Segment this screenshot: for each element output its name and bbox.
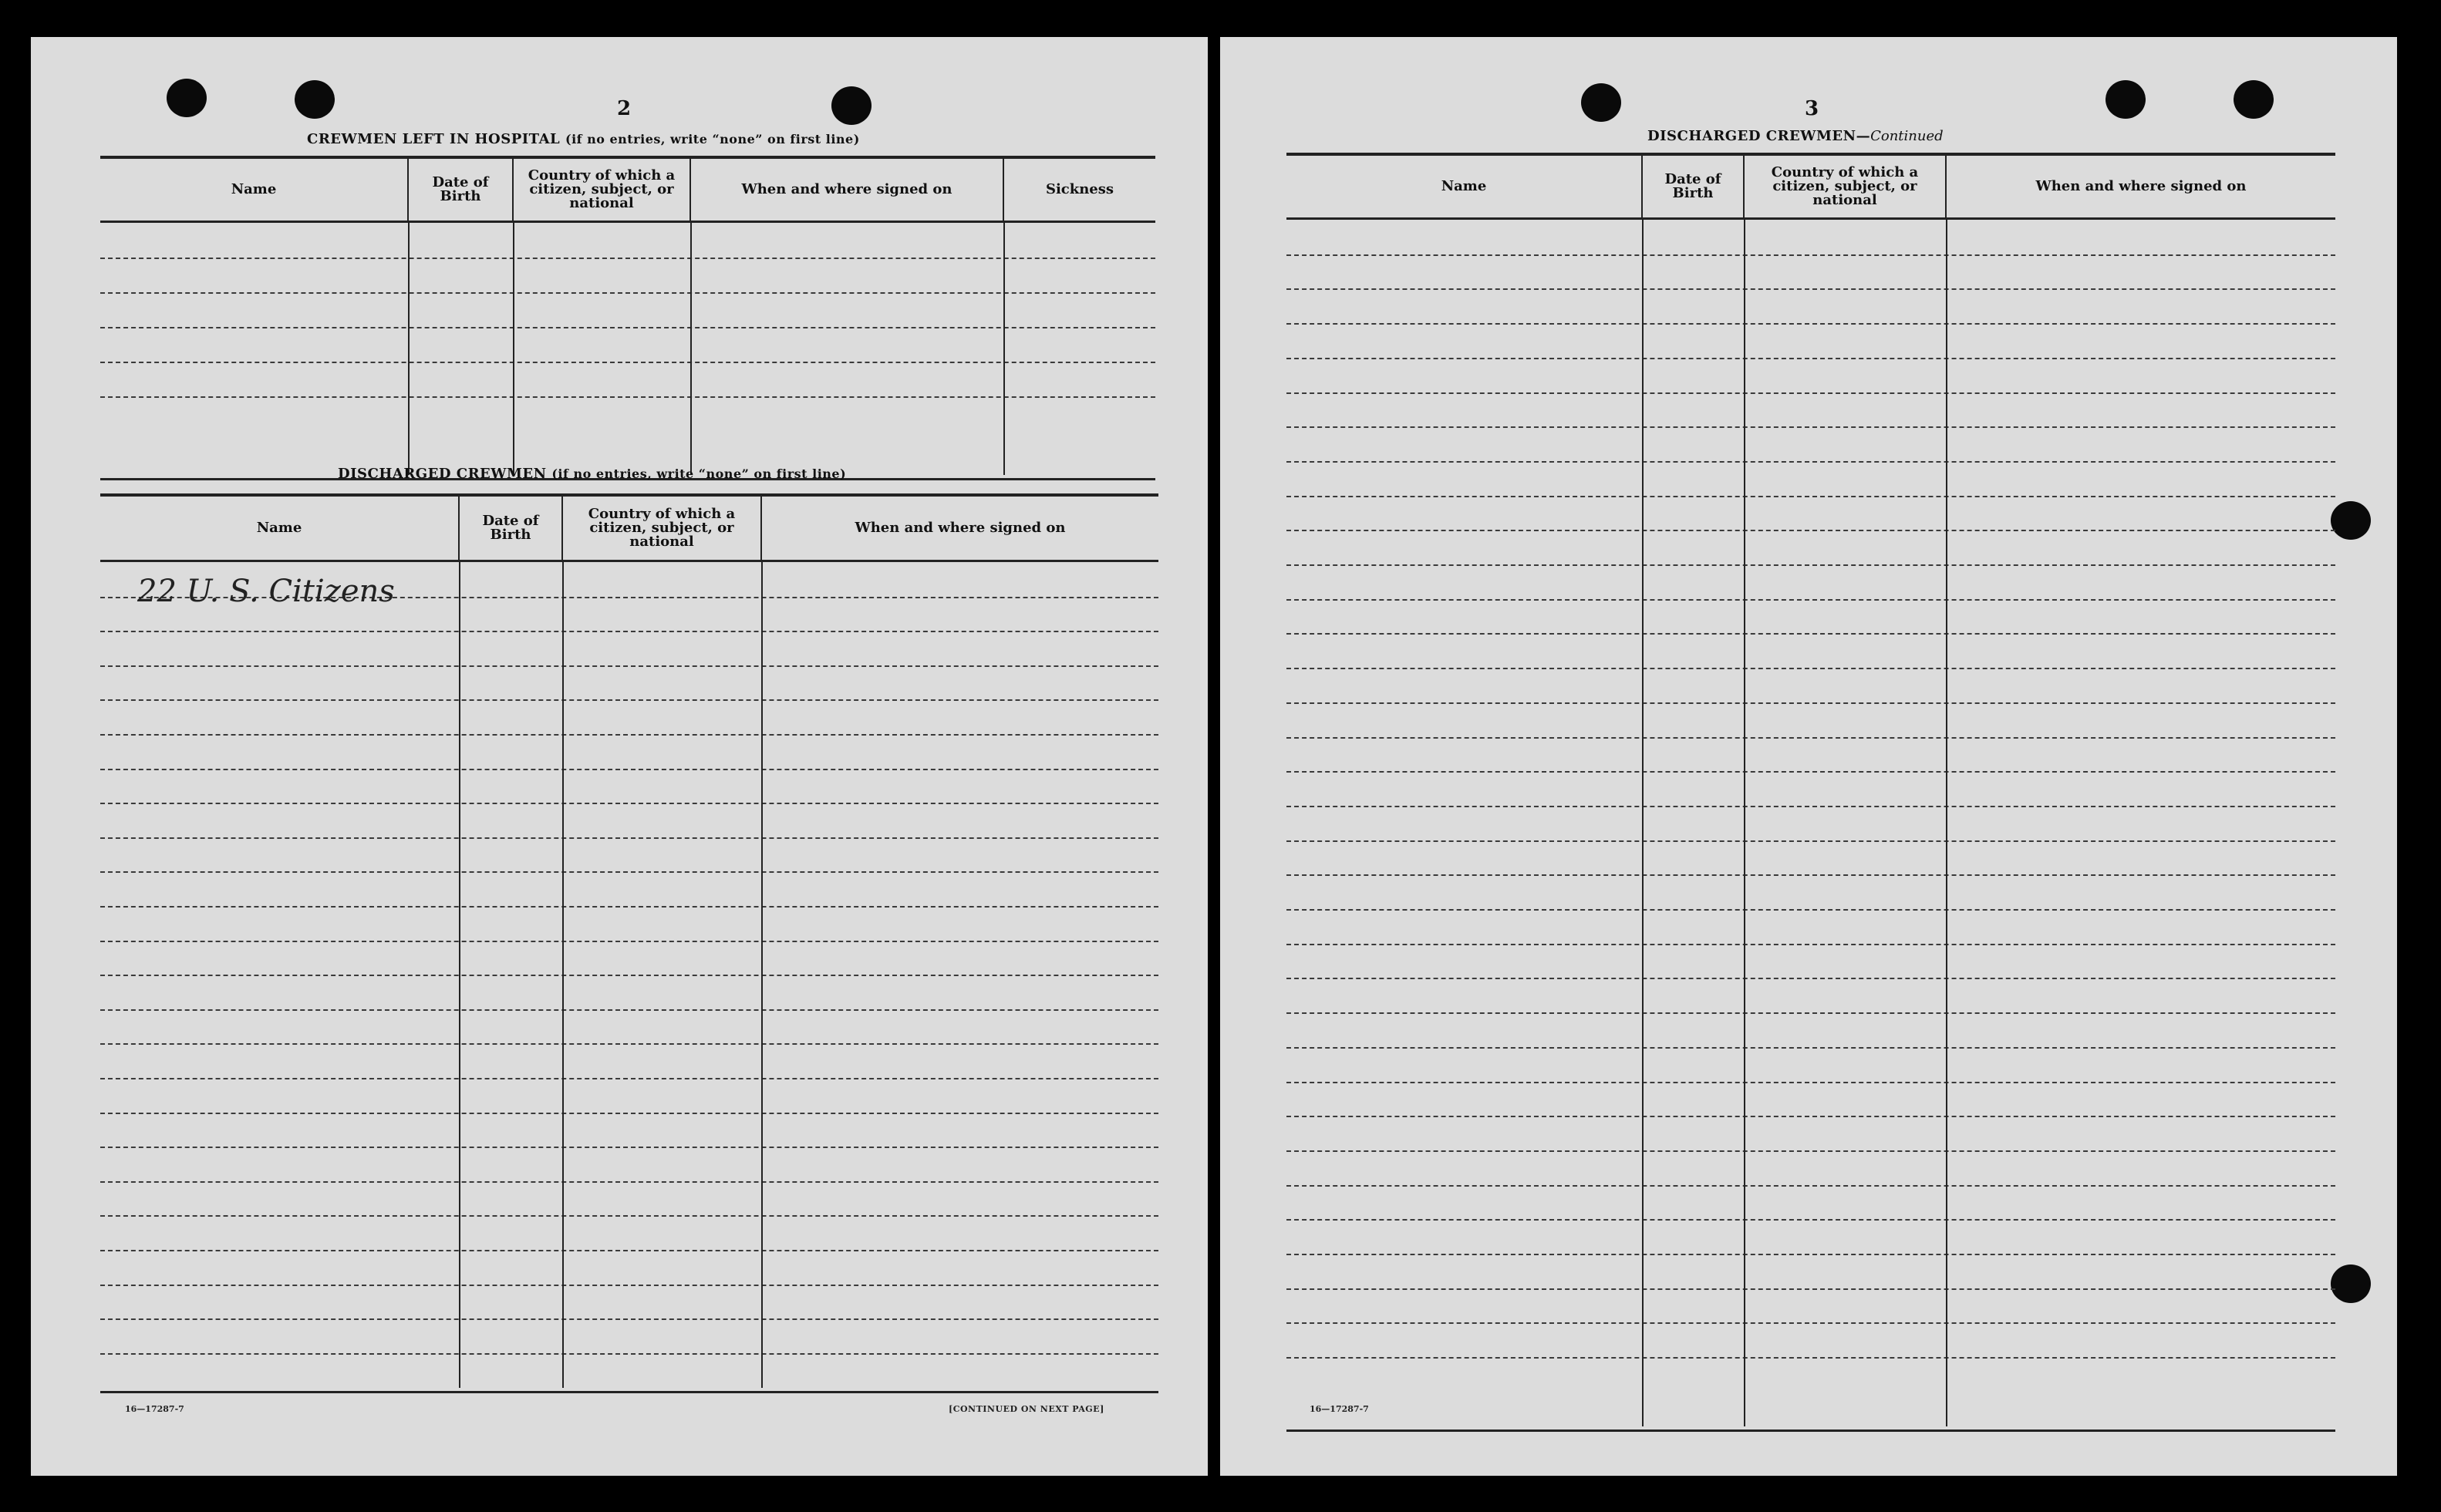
discharged-title-text: DISCHARGED CREWMEN bbox=[338, 466, 547, 482]
continued-note: [CONTINUED ON NEXT PAGE] bbox=[949, 1404, 1104, 1414]
ruled-line bbox=[1286, 530, 2335, 531]
discharged-continued-title-text: DISCHARGED CREWMEN— bbox=[1647, 128, 1871, 144]
page-number: 3 bbox=[1805, 97, 1819, 120]
ruled-line bbox=[100, 699, 1158, 701]
ruled-line bbox=[1286, 633, 2335, 635]
column-header-signed-on: When and where signed on bbox=[2035, 178, 2247, 194]
hospital-table-body bbox=[100, 223, 1155, 475]
ruled-line bbox=[100, 769, 1158, 770]
ruled-line bbox=[1286, 702, 2335, 704]
punch-hole bbox=[2331, 501, 2371, 540]
punch-hole bbox=[295, 80, 335, 119]
ruled-line bbox=[1286, 771, 2335, 773]
right-page bbox=[1220, 37, 2397, 1476]
column-divider bbox=[408, 223, 410, 475]
ruled-line bbox=[100, 803, 1158, 804]
ruled-line bbox=[1286, 1150, 2335, 1152]
column-header-name: Name bbox=[1286, 156, 1643, 217]
ruled-line bbox=[100, 1009, 1158, 1011]
discharged-table-body bbox=[100, 562, 1158, 1388]
ruled-line bbox=[100, 1318, 1158, 1320]
ruled-line bbox=[1286, 668, 2335, 669]
column-divider bbox=[690, 223, 692, 475]
ruled-line bbox=[100, 871, 1158, 873]
ruled-line bbox=[1286, 323, 2335, 325]
hospital-table bbox=[100, 156, 1155, 480]
ruled-line bbox=[100, 362, 1155, 363]
ruled-line bbox=[1286, 737, 2335, 739]
column-divider bbox=[562, 562, 564, 1388]
discharged-instruction: (if no entries, write “none” on first line) bbox=[551, 466, 847, 481]
ruled-line bbox=[1286, 254, 2335, 256]
discharged-continued-body bbox=[1286, 220, 2335, 1426]
column-divider bbox=[1946, 220, 1947, 1426]
ruled-line bbox=[1286, 1219, 2335, 1221]
ruled-line bbox=[1286, 909, 2335, 911]
discharged-section-title bbox=[338, 466, 846, 482]
ruled-line bbox=[100, 1078, 1158, 1079]
ruled-line bbox=[100, 1043, 1158, 1045]
punch-hole bbox=[831, 86, 872, 125]
ruled-line bbox=[1286, 944, 2335, 945]
discharged-continued-table bbox=[1286, 153, 2335, 1432]
form-number: 16—17287-7 bbox=[1310, 1404, 1369, 1414]
ruled-line bbox=[1286, 1082, 2335, 1083]
column-header-country: Country of which a citizen, subject, or national bbox=[514, 159, 691, 221]
ruled-line bbox=[100, 906, 1158, 908]
ruled-line bbox=[1286, 392, 2335, 394]
punch-hole bbox=[2234, 80, 2274, 119]
ruled-line bbox=[100, 258, 1155, 259]
ruled-line bbox=[1286, 1254, 2335, 1255]
ruled-line bbox=[1286, 426, 2335, 428]
hospital-section-title bbox=[307, 131, 860, 147]
ruled-line bbox=[1286, 288, 2335, 290]
ruled-line bbox=[1286, 1322, 2335, 1324]
hospital-title-text: CREWMEN LEFT IN HOSPITAL bbox=[307, 131, 561, 147]
column-divider bbox=[1003, 223, 1005, 475]
hospital-table-header bbox=[100, 159, 1155, 223]
left-page bbox=[31, 37, 1208, 1476]
column-divider bbox=[459, 562, 460, 1388]
handwritten-entry: 22 U. S. Citizens bbox=[137, 574, 395, 609]
column-header-date-of-birth: Date of Birth bbox=[409, 159, 514, 221]
ruled-line bbox=[100, 1250, 1158, 1251]
page-number: 2 bbox=[617, 97, 632, 120]
column-header-date-of-birth: Date of Birth bbox=[460, 497, 563, 560]
punch-hole bbox=[1581, 83, 1621, 122]
column-header-country: Country of which a citizen, subject, or national bbox=[1745, 156, 1947, 217]
ruled-line bbox=[100, 1147, 1158, 1148]
ruled-line bbox=[100, 1215, 1158, 1217]
ruled-line bbox=[1286, 496, 2335, 497]
ruled-line bbox=[1286, 1047, 2335, 1049]
ruled-line bbox=[100, 292, 1155, 294]
ruled-line bbox=[1286, 978, 2335, 979]
ruled-line bbox=[1286, 1357, 2335, 1359]
ruled-line bbox=[1286, 564, 2335, 566]
ruled-line bbox=[1286, 1185, 2335, 1187]
column-divider bbox=[1642, 220, 1644, 1426]
punch-hole bbox=[2106, 80, 2146, 119]
column-header-signed-on: When and where signed on bbox=[855, 520, 1066, 536]
ruled-line bbox=[100, 1353, 1158, 1355]
ruled-line bbox=[100, 975, 1158, 976]
discharged-table-header bbox=[100, 497, 1158, 562]
ruled-line bbox=[1286, 840, 2335, 842]
ruled-line bbox=[100, 1181, 1158, 1183]
ruled-line bbox=[1286, 806, 2335, 807]
column-header-signed-on: When and where signed on bbox=[691, 159, 1004, 221]
column-header-country: Country of which a citizen, subject, or national bbox=[563, 497, 762, 560]
column-header-name: Name bbox=[100, 159, 409, 221]
ruled-line bbox=[100, 396, 1155, 398]
ruled-line bbox=[1286, 1012, 2335, 1014]
ruled-line bbox=[1286, 358, 2335, 359]
punch-hole bbox=[167, 79, 207, 117]
column-divider bbox=[513, 223, 514, 475]
ruled-line bbox=[100, 665, 1158, 667]
column-divider bbox=[1744, 220, 1745, 1426]
ruled-line bbox=[1286, 874, 2335, 876]
ruled-line bbox=[100, 327, 1155, 328]
discharged-table bbox=[100, 493, 1158, 1393]
ruled-line bbox=[100, 734, 1158, 736]
ruled-line bbox=[100, 941, 1158, 942]
ruled-line bbox=[100, 631, 1158, 632]
form-number: 16—17287-7 bbox=[125, 1404, 184, 1414]
column-header-name: Name bbox=[100, 497, 460, 560]
punch-hole bbox=[2331, 1264, 2371, 1303]
column-header-sickness: Sickness bbox=[1045, 181, 1114, 197]
ruled-line bbox=[1286, 461, 2335, 463]
continued-suffix: Continued bbox=[1870, 128, 1944, 144]
column-header-date-of-birth: Date of Birth bbox=[1643, 156, 1745, 217]
ruled-line bbox=[1286, 599, 2335, 601]
ruled-line bbox=[100, 837, 1158, 839]
hospital-instruction: (if no entries, write “none” on first line) bbox=[565, 132, 860, 146]
discharged-continued-header bbox=[1286, 156, 2335, 220]
ruled-line bbox=[100, 1113, 1158, 1114]
ruled-line bbox=[100, 1285, 1158, 1286]
ruled-line bbox=[1286, 1288, 2335, 1290]
column-divider bbox=[761, 562, 763, 1388]
discharged-continued-title bbox=[1647, 128, 1944, 144]
ruled-line bbox=[1286, 1116, 2335, 1117]
